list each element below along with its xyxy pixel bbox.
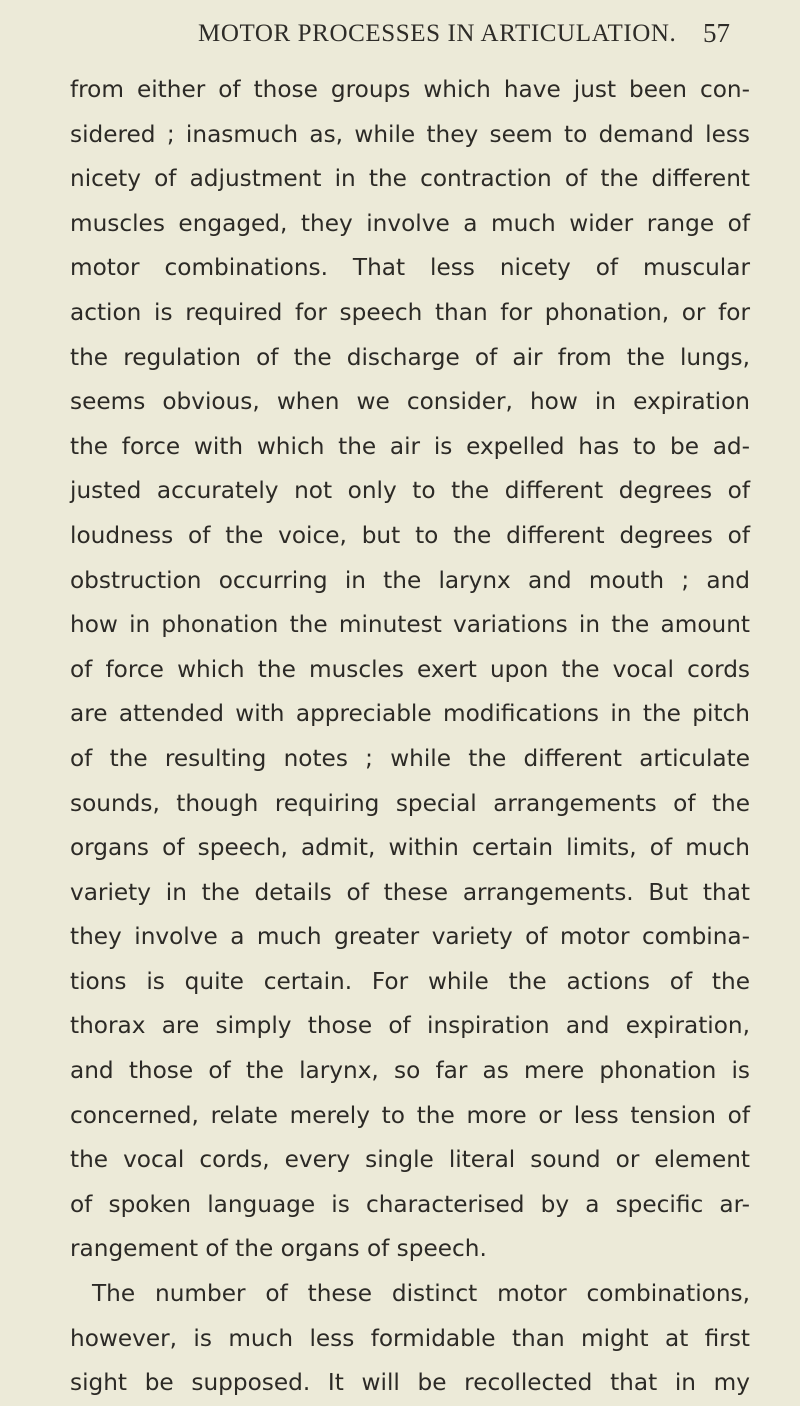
text-line: and those of the larynx, so far as mere phonation is bbox=[70, 1057, 750, 1085]
text-line: nicety of adjustment in the contraction of the different bbox=[70, 165, 750, 193]
text-line: rangement of the organs of speech. bbox=[70, 1235, 487, 1263]
body-text bbox=[70, 68, 750, 1406]
text-line: action is required for speech than for phonation, or for bbox=[70, 298, 750, 326]
text-line: organs of speech, admit, within certain limits, of much bbox=[70, 834, 750, 862]
text-line: the vocal cords, every single literal sound or element bbox=[70, 1146, 750, 1174]
running-head: MOTOR PROCESSES IN ARTICULATION. bbox=[198, 20, 677, 47]
text-line: seems obvious, when we consider, how in expiration bbox=[70, 388, 750, 416]
text-line: they involve a much greater variety of motor combina- bbox=[70, 923, 750, 951]
text-line: variety in the details of these arrangements. But that bbox=[70, 878, 750, 906]
text-line: concerned, relate merely to the more or less tension of bbox=[70, 1101, 750, 1129]
text-line: obstruction occurring in the larynx and mouth ; and bbox=[70, 566, 750, 594]
text-line: are attended with appreciable modifications in the pitch bbox=[70, 700, 750, 728]
text-line: sounds, though requiring special arrangements of the bbox=[70, 789, 750, 817]
text-line: how in phonation the minutest variations in the amount bbox=[70, 611, 750, 639]
text-line: the force with which the air is expelled has to be ad- bbox=[70, 432, 750, 460]
text-line: loudness of the voice, but to the different degrees of bbox=[70, 521, 750, 549]
text-line: tions is quite certain. For while the actions of the bbox=[70, 967, 750, 995]
text-line: sight be supposed. It will be recollected that in my bbox=[70, 1369, 750, 1397]
text-line: however, is much less formidable than might at first bbox=[70, 1324, 750, 1352]
text-line: justed accurately not only to the different degrees of bbox=[70, 477, 750, 505]
text-line: thorax are simply those of inspiration and expiration, bbox=[70, 1012, 750, 1040]
text-line: sidered ; inasmuch as, while they seem to demand less bbox=[70, 120, 750, 148]
page-number: 57 bbox=[703, 18, 730, 48]
text-line: motor combinations. That less nicety of muscular bbox=[70, 254, 750, 282]
text-line: muscles engaged, they involve a much wider range of bbox=[70, 209, 750, 237]
paragraph-start-line: The number of these distinct motor combinations, bbox=[92, 1280, 750, 1308]
text-line: of the resulting notes ; while the different articulate bbox=[70, 744, 750, 772]
text-line: the regulation of the discharge of air from the lungs, bbox=[70, 343, 750, 371]
text-line: of spoken language is characterised by a specific ar- bbox=[70, 1190, 750, 1218]
text-line: of force which the muscles exert upon the vocal cords bbox=[70, 655, 750, 683]
text-line: from either of those groups which have just been con- bbox=[70, 76, 750, 103]
